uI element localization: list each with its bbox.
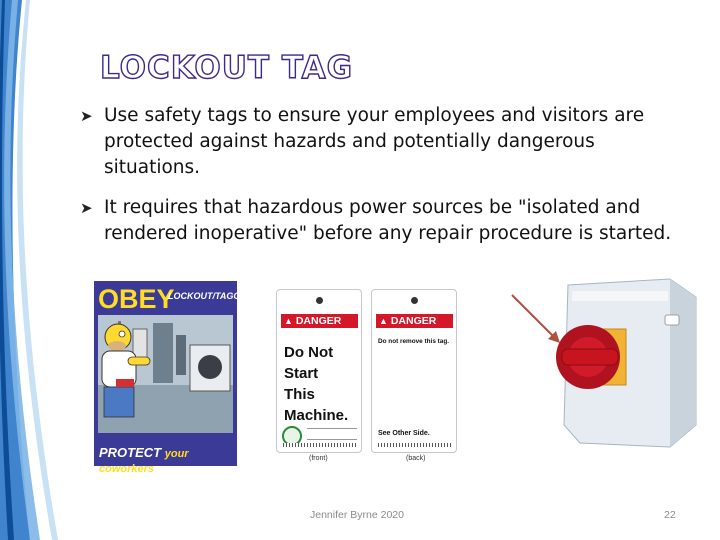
tag-back-footer: See Other Side. bbox=[378, 430, 430, 437]
bullet-item bbox=[80, 103, 680, 181]
bullet-text: It requires that hazardous power sources be "isolated and rendered inoperative" before any repair procedure is started. bbox=[104, 197, 672, 244]
tag-front-message bbox=[284, 342, 348, 426]
tag-line: Start bbox=[284, 365, 319, 382]
tag-hole bbox=[411, 297, 418, 304]
poster-footer-tail: your coworkers bbox=[99, 448, 189, 475]
tag-back-note: Do not remove this tag. bbox=[378, 338, 450, 345]
slide-footer: Jennifer Byrne 2020 bbox=[310, 509, 404, 521]
danger-banner bbox=[376, 314, 453, 328]
tag-line: Do Not bbox=[284, 344, 334, 361]
signature-lines bbox=[307, 428, 357, 440]
warning-icon: ▲ bbox=[379, 316, 388, 326]
isolator-switch-image bbox=[520, 275, 700, 455]
bullet-text: Use safety tags to ensure your employees and visitors are protected against hazards and potentially dangerous situations. bbox=[104, 105, 645, 178]
arrow-bullet-icon: ➤ bbox=[80, 107, 93, 125]
poster-footer bbox=[99, 445, 237, 475]
lockout-poster-image bbox=[94, 281, 253, 475]
poster-footer-lead: PROTECT bbox=[99, 445, 162, 460]
bullet-item bbox=[80, 195, 680, 247]
arrow-bullet-icon: ➤ bbox=[80, 199, 93, 217]
danger-tag-front bbox=[276, 289, 362, 453]
tag-line: This bbox=[284, 386, 315, 403]
barcode-strip bbox=[283, 443, 357, 447]
slide-title: LOCKOUT TAG bbox=[100, 50, 354, 86]
danger-banner-label: DANGER bbox=[295, 315, 342, 327]
poster-subhead: LOCKOUT/TAGOUT bbox=[168, 291, 253, 301]
poster-illustration bbox=[98, 315, 233, 433]
danger-banner-label: DANGER bbox=[390, 315, 437, 327]
warning-icon: ▲ bbox=[284, 316, 293, 326]
tag-line: Machine. bbox=[284, 407, 349, 424]
tag-front-caption: (front) bbox=[309, 455, 328, 462]
page-number: 22 bbox=[664, 509, 676, 521]
danger-tag-back bbox=[371, 289, 457, 453]
danger-banner bbox=[281, 314, 358, 328]
poster-headline: OBEY bbox=[98, 284, 175, 314]
barcode-strip bbox=[378, 443, 452, 447]
tag-back-caption: (back) bbox=[406, 455, 426, 462]
tag-hole bbox=[316, 297, 323, 304]
